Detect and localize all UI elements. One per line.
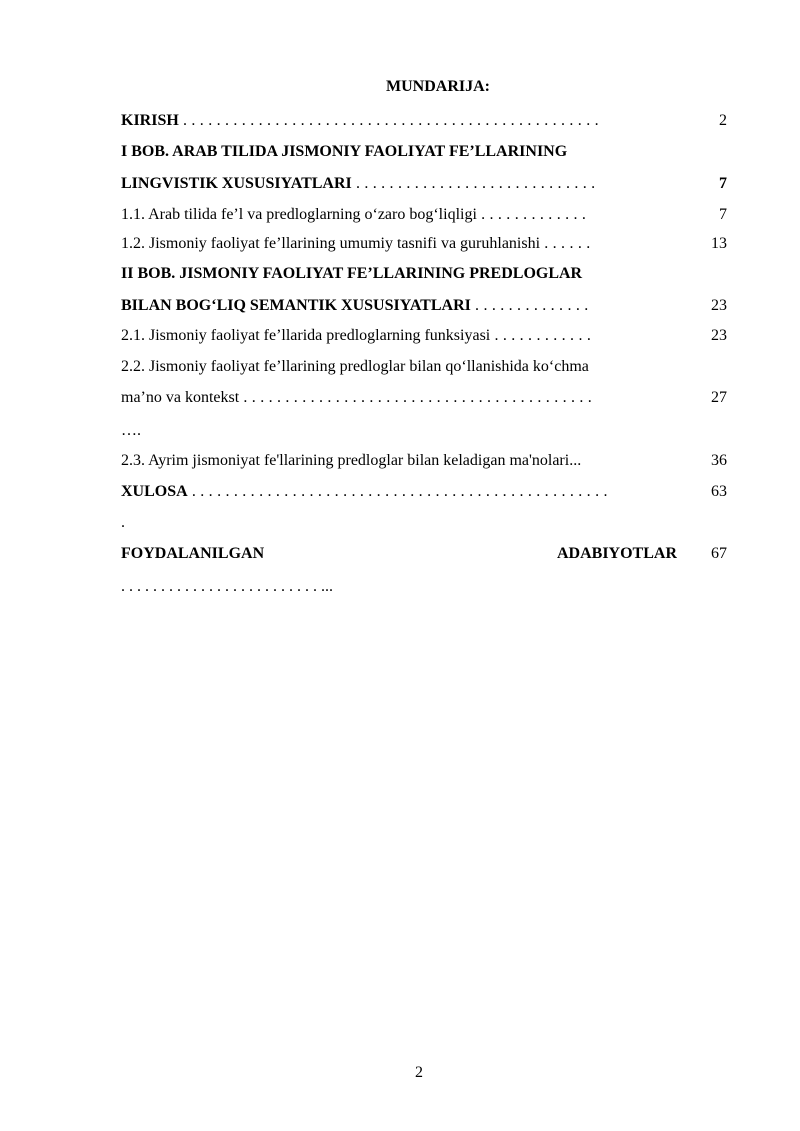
toc-page-number: 23 [711,297,727,314]
toc-entry-section-2-2-cont: ma’no va kontekst . . . . . . . . . . . . . . . . . . . . . . . . . . . . . . . . . . . . . . . . . . [121,389,593,406]
toc-entry-xulosa: XULOSA . . . . . . . . . . . . . . . . . . . . . . . . . . . . . . . . . . . . . . . . . . . . . . . . . . [121,483,608,500]
toc-entry-references: FOYDALANILGAN ADABIYOTLAR [121,545,677,562]
toc-entry-section-1-2: 1.2. Jismoniy faoliyat fe’llarining umumiy tasnifi va guruhlanishi . . . . . . [121,235,591,252]
toc-entry-section-1-1: 1.1. Arab tilida fe’l va predloglarning o‘zaro bog‘liqligi . . . . . . . . . . . . . [121,206,587,223]
toc-page-number: 27 [711,389,727,406]
toc-heading: MUNDARIJA: [386,78,490,95]
toc-entry-chapter-2-title: II BOB. JISMONIY FAOLIYAT FE’LLARINING PREDLOGLAR [121,265,583,282]
footer-page-number: 2 [415,1064,423,1081]
toc-page-number: 63 [711,483,727,500]
toc-entry-chapter-1-title-cont: LINGVISTIK XUSUSIYATLARI . . . . . . . . . . . . . . . . . . . . . . . . . . . . . [121,175,596,192]
toc-page-number: 23 [711,327,727,344]
toc-page-number: 7 [719,175,727,192]
toc-entry-section-2-3: 2.3. Ayrim jismoniyat fe'llarining predloglar bilan keladigan ma'nolari... [121,452,582,469]
toc-page-number: 67 [711,545,727,562]
toc-entry-section-2-1: 2.1. Jismoniy faoliyat fe’llarida predloglarning funksiyasi . . . . . . . . . . . . [121,327,592,344]
toc-entry-leader-overflow: . . . . . . . . . . . . . . . . . . . . . . . . . ... [121,578,333,595]
toc-entry-chapter-1-title: I BOB. ARAB TILIDA JISMONIY FAOLIYAT FE’LLARINING [121,143,568,160]
toc-entry-kirish: KIRISH . . . . . . . . . . . . . . . . . . . . . . . . . . . . . . . . . . . . . . . . . . . . . . . . . . [121,112,599,129]
toc-page-number: 7 [719,206,727,223]
toc-page-number: 36 [711,452,727,469]
toc-entry-chapter-2-title-cont: BILAN BOG‘LIQ SEMANTIK XUSUSIYATLARI . . . . . . . . . . . . . . [121,297,589,314]
toc-entry-leader-overflow: . [121,514,125,531]
toc-page-number: 2 [719,112,727,129]
toc-entry-leader-overflow: …. [121,422,141,439]
toc-entry-section-2-2: 2.2. Jismoniy faoliyat fe’llarining predloglar bilan qo‘llanishida ko‘chma [121,358,589,375]
toc-page-number: 13 [711,235,727,252]
